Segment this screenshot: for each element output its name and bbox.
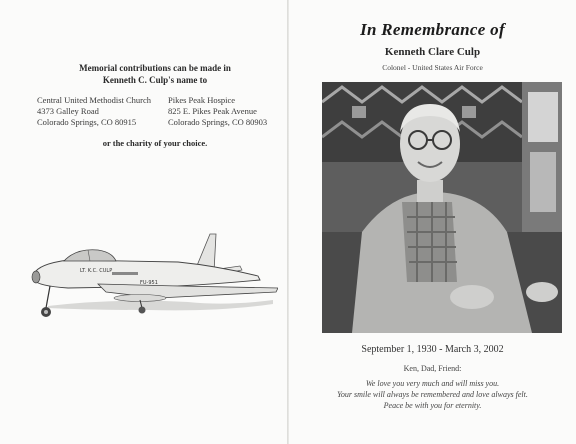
portrait-photo <box>322 82 562 333</box>
charity-name: Central United Methodist Church <box>37 95 152 105</box>
verse-line: Your smile will always be remembered and love always felt. <box>337 390 528 399</box>
contributions-heading-line1: Memorial contributions can be made in <box>79 63 231 73</box>
contributions-heading-line2: Kenneth C. Culp's name to <box>102 75 208 85</box>
charity-city: Colorado Springs, CO 80915 <box>37 117 137 127</box>
contributions-heading <box>30 62 280 86</box>
verse-line: Peace be with you for eternity. <box>383 401 482 410</box>
charity-address-hospice <box>168 95 267 128</box>
deceased-name: Kenneth Clare Culp <box>384 46 481 58</box>
military-rank: Colonel - United States Air Force <box>382 63 483 72</box>
greeting: Ken, Dad, Friend: <box>403 364 462 373</box>
jet-tail-code: FU-951 <box>140 280 158 286</box>
tribute-verse <box>289 378 576 411</box>
charity-name: Pikes Peak Hospice <box>168 95 236 105</box>
life-dates: September 1, 1930 - March 3, 2002 <box>361 344 504 355</box>
jet-nose-label: LT. K.C. CULP <box>80 268 113 274</box>
remembrance-title: In Remembrance of <box>360 20 505 39</box>
verse-line: We love you very much and will miss you. <box>365 379 500 388</box>
charity-address-methodist <box>37 95 151 128</box>
charity-street: 825 E. Pikes Peak Avenue <box>168 106 257 116</box>
jet-illustration <box>28 228 278 328</box>
charity-city: Colorado Springs, CO 80903 <box>168 117 268 127</box>
charity-street: 4373 Galley Road <box>37 106 99 116</box>
charity-note: or the charity of your choice. <box>102 138 208 148</box>
